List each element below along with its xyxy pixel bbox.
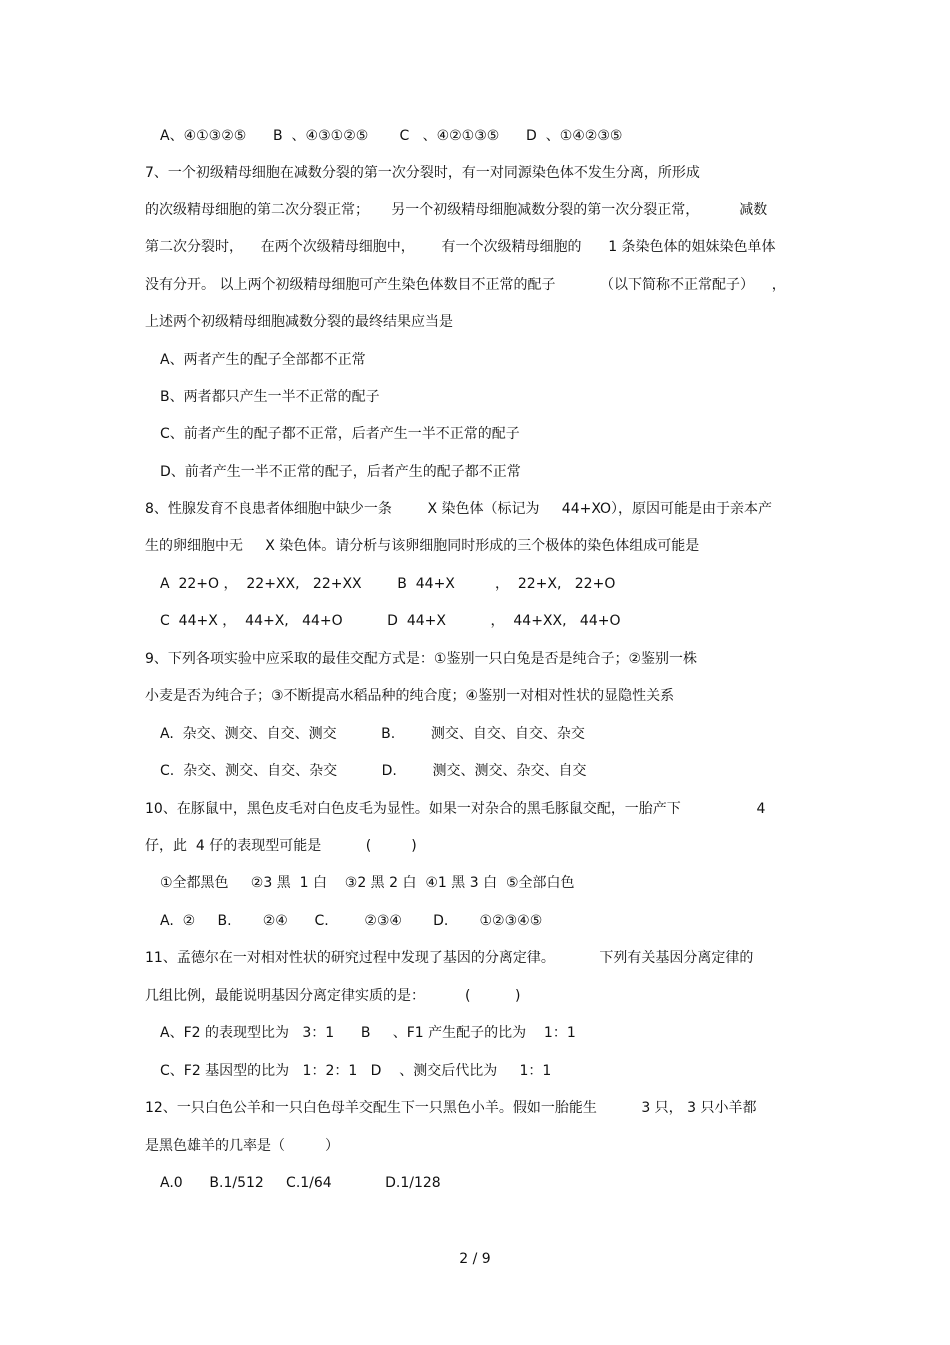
q11-stem-line1: 11、孟德尔在一对相对性状的研究过程中发现了基因的分离定律。 下列有关基因分离定律的 xyxy=(145,950,754,966)
q8-options-cd: C 44+X ， 44+X, 44+O D 44+X ， 44+XX, 44+O xyxy=(160,613,621,629)
q10-stem-line2: 仔，此 4 仔的表现型可能是 ( ) xyxy=(145,838,417,854)
q7-stem-line2: 的次级精母细胞的第二次分裂正常； 另一个初级精母细胞减数分裂的第一次分裂正常， 减数 xyxy=(145,202,768,218)
q11-stem-line2: 几组比例，最能说明基因分离定律实质的是： ( ) xyxy=(145,988,521,1004)
q12-stem-line1: 12、一只白色公羊和一只白色母羊交配生下一只黑色小羊。假如一胎能生 3 只， 3 只小羊都 xyxy=(145,1100,757,1116)
q7-option-c: C、前者产生的配子都不正常，后者产生一半不正常的配子 xyxy=(160,426,520,442)
q9-stem-line2: 小麦是否为纯合子；③不断提高水稻品种的纯合度；④鉴别一对相对性状的显隐性关系 xyxy=(145,688,675,704)
q12-stem-line2: 是黑色雄羊的几率是（ ） xyxy=(145,1138,340,1154)
q8-stem-line1: 8、性腺发育不良患者体细胞中缺少一条 X 染色体（标记为 44+XO），原因可能是由于亲本产 xyxy=(145,501,773,517)
q7-stem-line4: 没有分开。 以上两个初级精母细胞可产生染色体数目不正常的配子 （以下简称不正常配子） ， xyxy=(145,277,786,293)
q12-options: A.0 B.1/512 C.1/64 D.1/128 xyxy=(160,1175,441,1191)
q7-stem-line5: 上述两个初级精母细胞减数分裂的最终结果应当是 xyxy=(145,314,453,330)
q10-options: A. ② B. ②④ C. ②③④ D. ①②③④⑤ xyxy=(160,913,543,929)
q7-option-b: B、两者都只产生一半不正常的配子 xyxy=(160,389,380,405)
q7-stem-line1: 7、一个初级精母细胞在减数分裂的第一次分裂时，有一对同源染色体不发生分离，所形成 xyxy=(145,165,700,181)
q10-choices: ①全都黑色 ②3 黑 1 白 ③2 黑 2 白 ④1 黑 3 白 ⑤全部白色 xyxy=(160,875,575,891)
q11-options-ab: A、F2 的表现型比为 3：1 B 、F1 产生配子的比为 1：1 xyxy=(160,1025,576,1041)
q10-stem-line1: 10、在豚鼠中，黑色皮毛对白色皮毛为显性。如果一对杂合的黑毛豚鼠交配，一胎产下 4 xyxy=(145,801,766,817)
q6-options: A、④①③②⑤ B 、④③①②⑤ C 、④②①③⑤ D 、①④②③⑤ xyxy=(160,128,623,144)
q8-options-ab: A 22+O ， 22+XX, 22+XX B 44+X ， 22+X, 22+O xyxy=(160,576,616,592)
q7-option-d: D、前者产生一半不正常的配子，后者产生的配子都不正常 xyxy=(160,464,521,480)
q7-option-a: A、两者产生的配子全部都不正常 xyxy=(160,352,366,368)
q11-options-cd: C、F2 基因型的比为 1：2：1 D 、测交后代比为 1：1 xyxy=(160,1063,552,1079)
page-number: 2 / 9 xyxy=(459,1251,491,1267)
q9-options-cd: C. 杂交、测交、自交、杂交 D. 测交、测交、杂交、自交 xyxy=(160,763,587,779)
q7-stem-line3: 第二次分裂时， 在两个次级精母细胞中， 有一个次级精母细胞的 1 条染色体的姐妹染色单体 xyxy=(145,239,776,255)
q9-options-ab: A. 杂交、测交、自交、测交 B. 测交、自交、自交、杂交 xyxy=(160,726,585,742)
q8-stem-line2: 生的卵细胞中无 X 染色体。请分析与该卵细胞同时形成的三个极体的染色体组成可能是 xyxy=(145,538,700,554)
q9-stem-line1: 9、下列各项实验中应采取的最佳交配方式是：①鉴别一只白兔是否是纯合子；②鉴别一株 xyxy=(145,651,698,667)
